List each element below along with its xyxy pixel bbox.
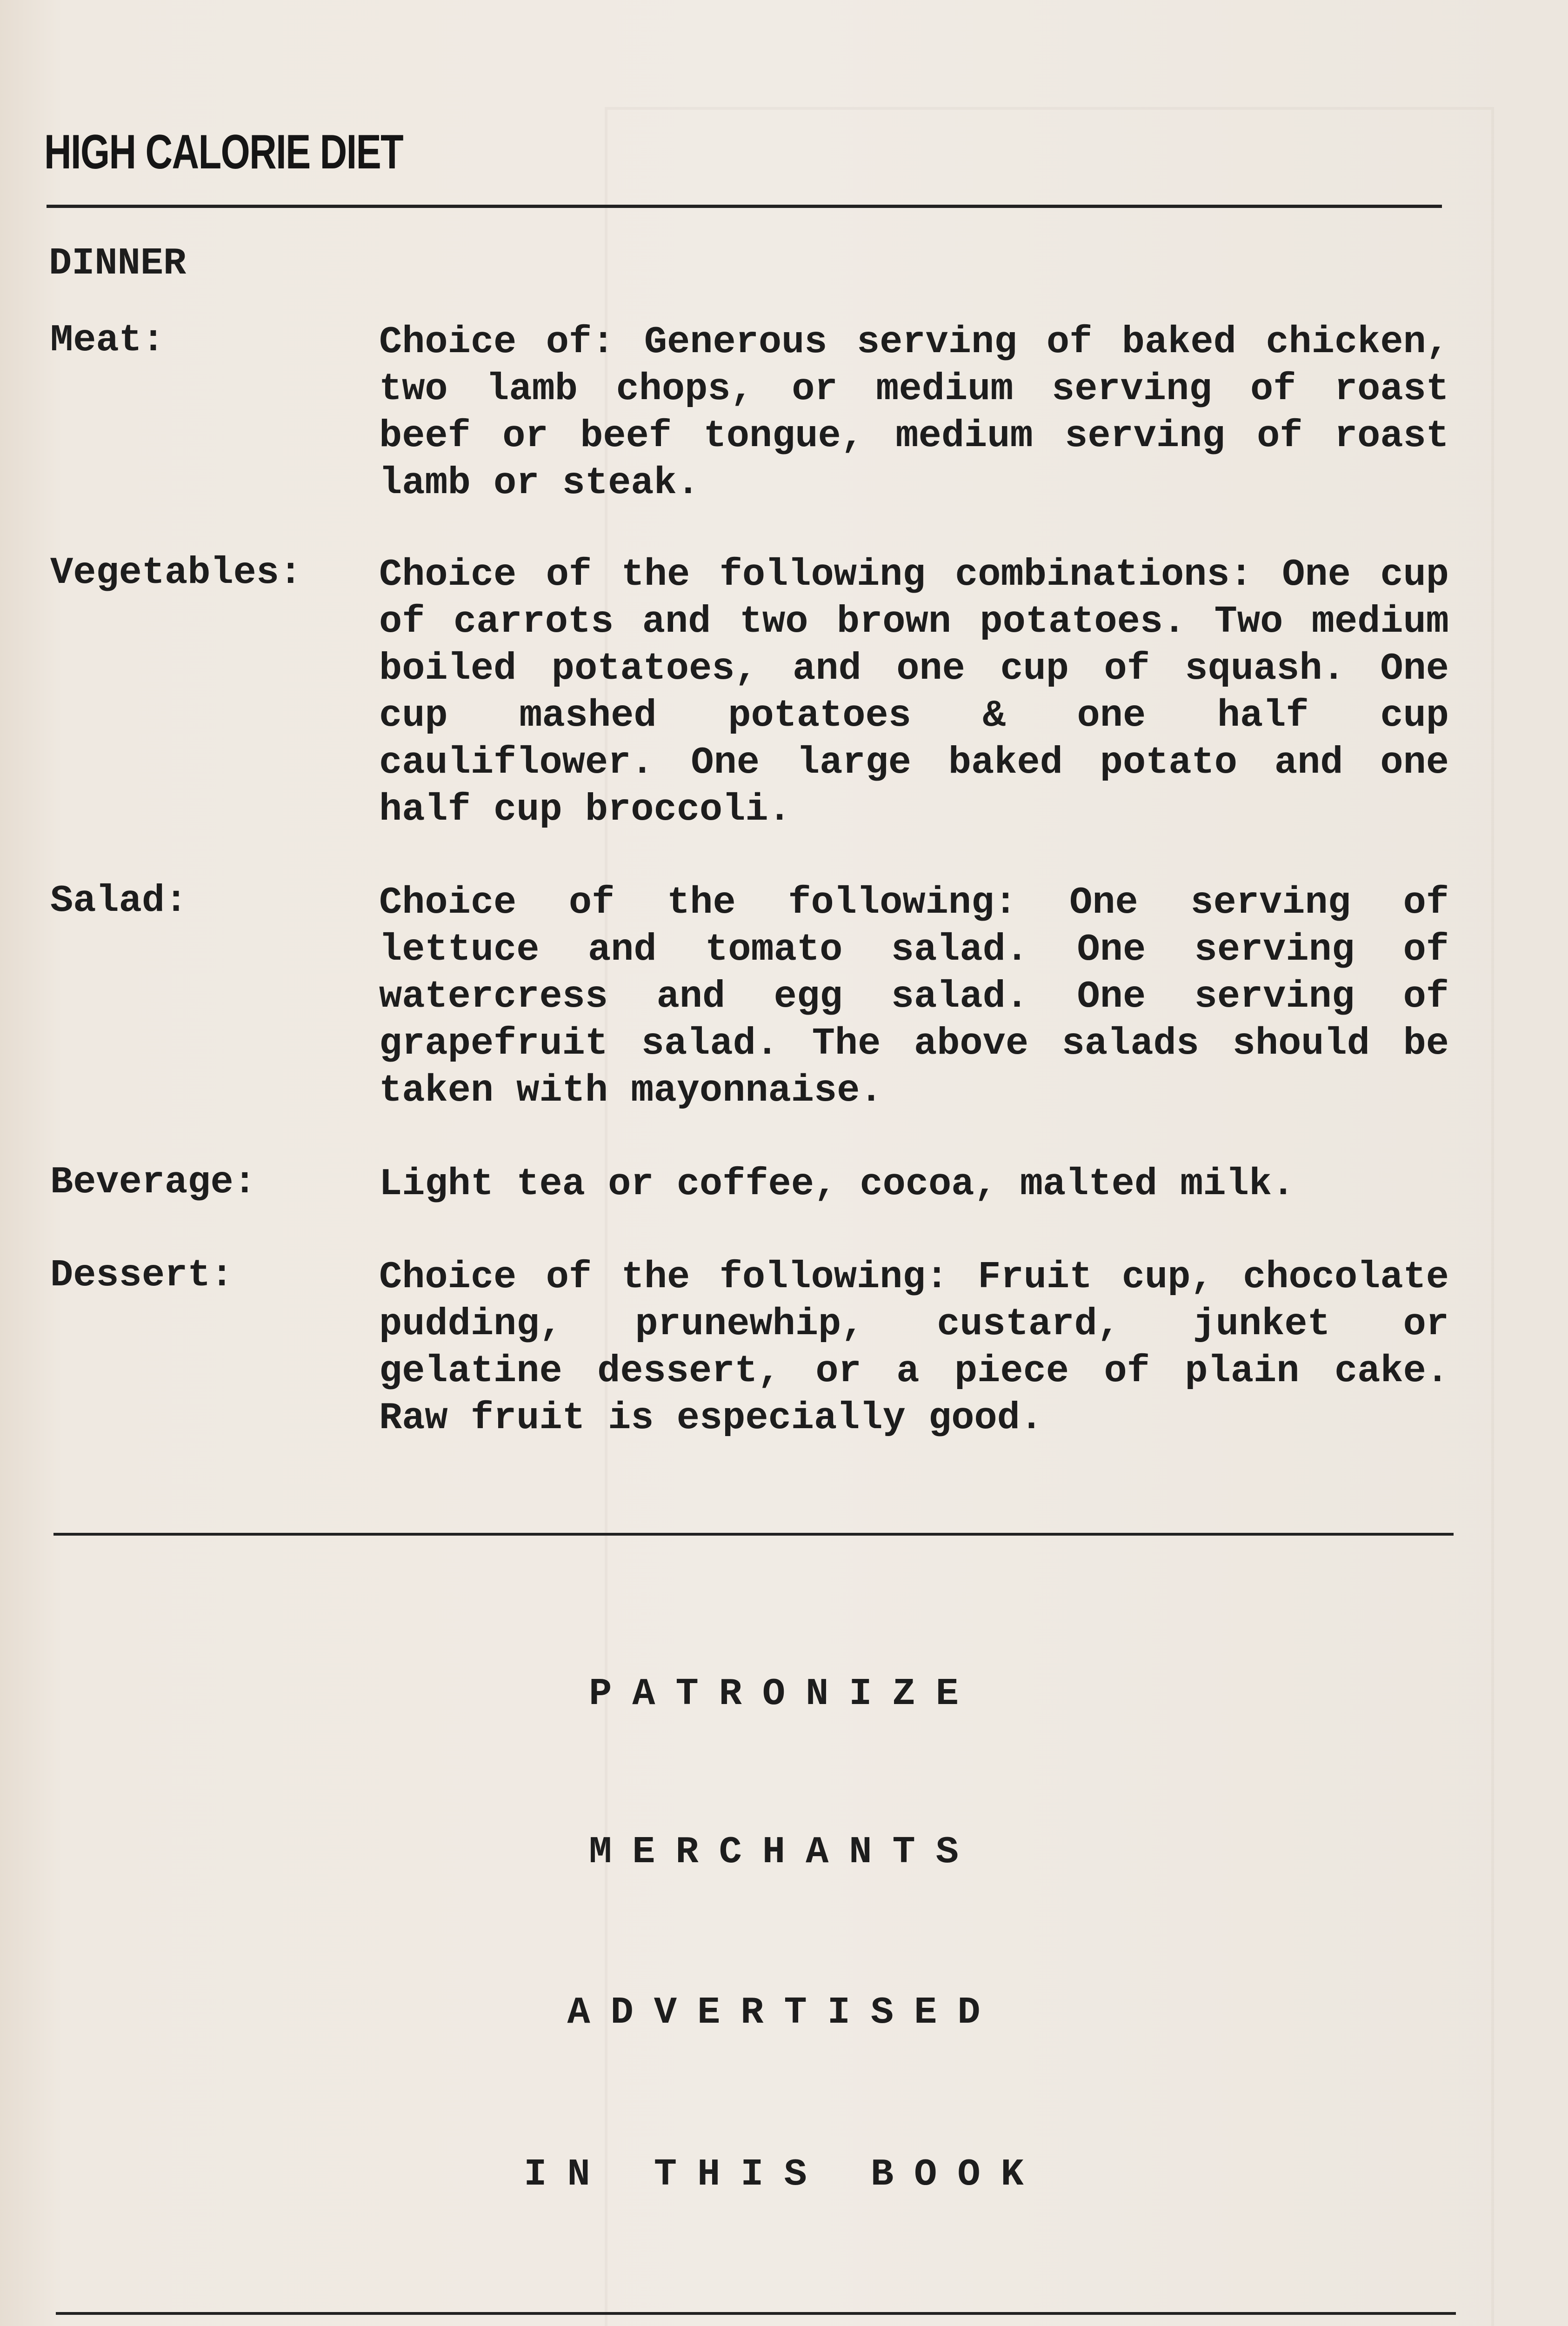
row-label-vegetables: Vegetables: (50, 551, 302, 595)
slogan-line-1: PATRONIZE (589, 1672, 979, 1716)
row-text-vegetables: Choice of the following combinations: One cup of carrots and two brown potatoes. Two medium boiled potatoes, and one cup of squash. One cup mashed potatoes & one half cup cauliflower. One large baked potato and one half cup broccoli. (379, 553, 1449, 831)
footer-rule (56, 2312, 1456, 2315)
content-divider (53, 1533, 1454, 1536)
row-label-meat: Meat: (50, 319, 165, 362)
row-label-dessert: Dessert: (50, 1254, 234, 1297)
row-label-beverage: Beverage: (50, 1161, 256, 1204)
header-rule (47, 205, 1442, 208)
slogan-line-2: MERCHANTS (589, 1831, 979, 1874)
page-title: HIGH CALORIE DIET (44, 125, 403, 179)
row-text-dessert: Choice of the following: Fruit cup, chocolate pudding, prunewhip, custard, junket or gelatine dessert, or a piece of plain cake. Raw fruit is especially good. (379, 1256, 1449, 1440)
slogan-line-4: IN THIS BOOK (524, 2153, 1044, 2196)
slogan-line-3: ADVERTISED (567, 1991, 1001, 2034)
row-text-salad: Choice of the following: One serving of lettuce and tomato salad. One serving of watercress and egg salad. One serving of grapefruit salad. The above salads should be taken with mayonnaise. (379, 881, 1449, 1112)
row-text-beverage: Light tea or coffee, cocoa, malted milk. (379, 1163, 1295, 1206)
section-label: DINNER (49, 242, 187, 285)
row-text-meat: Choice of: Generous serving of baked chicken, two lamb chops, or medium serving of roast beef or beef tongue, medium serving of roast lamb or steak. (379, 321, 1449, 505)
row-label-salad: Salad: (50, 879, 188, 922)
